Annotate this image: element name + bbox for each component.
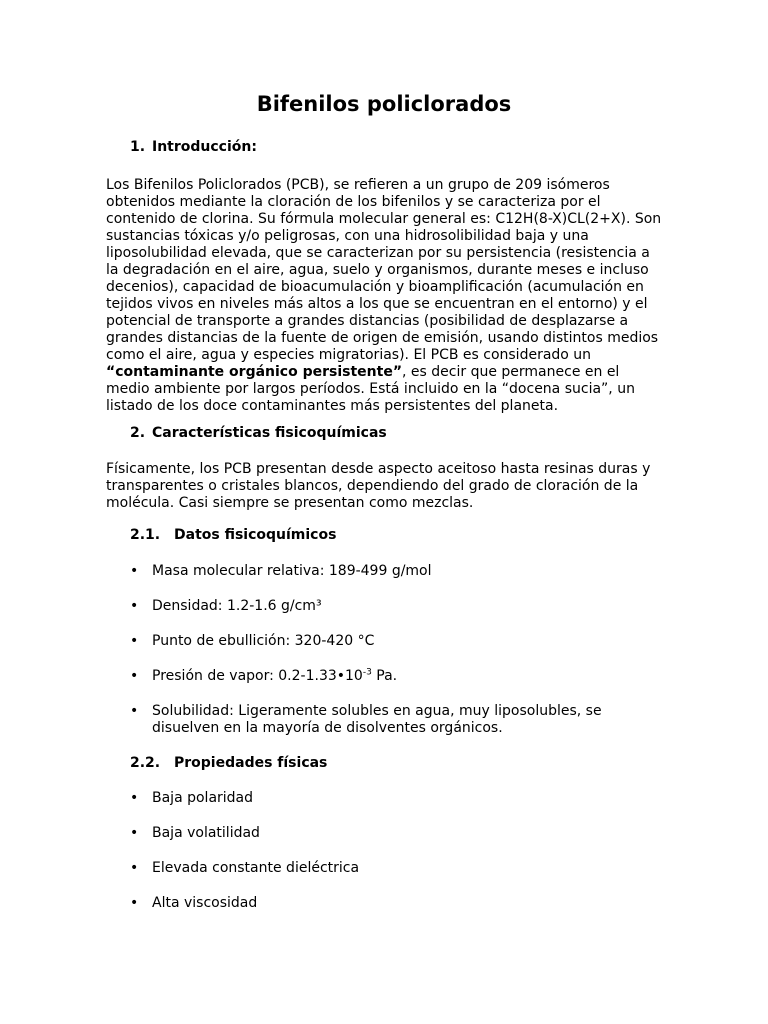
list-item-text: Elevada constante dieléctrica (152, 860, 360, 876)
bullet-icon: • (130, 703, 139, 719)
intro-text-end: , es decir que permanece en el medio ambiente por largos períodos. Está incluido en la “docena sucia”, un listado de los doce contaminantes más persistentes del planeta. (106, 364, 635, 414)
list-item-text: Punto de ebullición: 320-420 °C (152, 633, 375, 649)
list-item-text: Alta viscosidad (152, 895, 258, 911)
bullet-icon: • (130, 825, 139, 841)
section-heading-caracteristicas (130, 425, 387, 441)
list-item (130, 825, 650, 842)
section-title: Datos fisicoquímicos (174, 527, 337, 543)
list-item (130, 598, 650, 615)
list-item-text: Baja volatilidad (152, 825, 260, 841)
list-item-text: Baja polaridad (152, 790, 254, 806)
section-number: 2. (130, 425, 146, 441)
section-heading-datos (130, 527, 336, 543)
bullet-icon: • (130, 790, 139, 806)
list-item-text: Solubilidad: Ligeramente solubles en agua, muy liposolubles, se disuelven en la mayoría de disolventes orgánicos. (152, 703, 602, 736)
section-title: Características fisicoquímicas (152, 425, 387, 441)
intro-bold-term: “contaminante orgánico persistente” (106, 364, 403, 380)
vapor-suffix: Pa. (371, 668, 398, 684)
intro-text: Los Bifenilos Policlorados (PCB), se refieren a un grupo de 209 isómeros obtenidos mediante la cloración de los bifenilos y se caracteriza por el contenido de clorina. Su fórmula molecular general es: C12H(8-X)CL(2+X). Son sustancias tóxicas y/o peligrosas, con una hidrosolibilidad baja y una liposolubilidad elevada, que se caracterizan por su persistencia (resistencia a la degradación en el aire, agua, suelo y organismos, durante meses e incluso decenios), capacidad de bioacumulación y bioamplificación (acumulación en tejidos vivos en niveles más altos a los que se encuentran en el entorno) y el potencial de transporte a grandes distancias (posibilidad de desplazarse a grandes distancias de la fuente de origen de emisión, usando distintos medios como el aire, agua y especies migratorias). El PCB es considerado un (106, 177, 662, 363)
page-title: Bifenilos policlorados (256, 92, 512, 116)
characteristics-paragraph: Físicamente, los PCB presentan desde aspecto aceitoso hasta resinas duras y transparentes o cristales blancos, dependiendo del grado de cloración de la molécula. Casi siempre se presentan como mezclas. (106, 461, 651, 511)
list-item (130, 633, 650, 650)
bullet-icon: • (130, 633, 139, 649)
list-item (130, 895, 650, 912)
list-item (130, 563, 650, 580)
section-heading-propiedades (130, 755, 327, 771)
vapor-exponent: -3 (362, 667, 372, 678)
section-title: Propiedades físicas (174, 755, 328, 771)
list-item (130, 860, 650, 877)
list-item-text (152, 668, 650, 685)
section-heading-introduccion (130, 139, 257, 155)
section-number: 2.1. (130, 527, 161, 543)
bullet-icon: • (130, 860, 139, 876)
intro-paragraph (106, 177, 662, 415)
list-item (130, 668, 650, 685)
list-item (130, 790, 650, 807)
section-title: Introducción: (152, 139, 257, 155)
vapor-prefix: Presión de vapor: 0.2-1.33•10 (152, 668, 363, 684)
bullet-icon: • (130, 895, 139, 911)
section-number: 2.2. (130, 755, 161, 771)
bullet-icon: • (130, 668, 139, 684)
section-number: 1. (130, 139, 146, 155)
list-item-text: Masa molecular relativa: 189-499 g/mol (152, 563, 432, 579)
bullet-icon: • (130, 598, 139, 614)
list-item-text: Densidad: 1.2-1.6 g/cm³ (152, 598, 322, 614)
bullet-icon: • (130, 563, 139, 579)
list-item (130, 703, 650, 737)
